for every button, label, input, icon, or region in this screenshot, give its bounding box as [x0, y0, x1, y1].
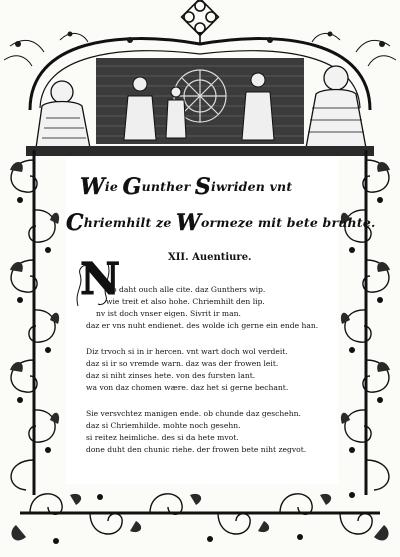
celtic-knot-ornament: [182, 0, 219, 44]
title-initial: W: [176, 210, 201, 236]
title-initial: G: [122, 174, 142, 200]
title-line-2: [66, 210, 376, 236]
verse-line: wie treit et also hohe. Chriemhilt den lip.: [106, 297, 265, 306]
stanza-1: [86, 284, 318, 332]
title-line-1: [80, 174, 366, 200]
title-text: ie: [104, 179, 123, 194]
verse-line: daz si Chriemhilde. mohte noch gesehn.: [86, 421, 241, 430]
title-text: hriemhilt ze: [83, 215, 177, 230]
stanza-2: [86, 346, 288, 394]
title-text: unther: [141, 179, 195, 194]
title-initial: S: [194, 174, 212, 200]
verse-line: Diz trvoch si in ir hercen. vnt wart doch wol verdeit.: [86, 347, 288, 356]
bottom-foliage-border: [0, 485, 400, 557]
stanza-3: [86, 408, 306, 456]
verse-line: si reitez heimliche. des si da hete mvot.: [86, 433, 239, 442]
verse-line: o daht ouch alle cite. daz Gunthers wip.: [112, 285, 266, 294]
header-illustration: [0, 0, 400, 160]
verse-line: daz si niht zinses hete. von des fursten lant.: [86, 371, 256, 380]
right-foliage-border: [336, 150, 400, 495]
left-foliage-border: [0, 150, 64, 495]
title-initial: W: [80, 174, 105, 200]
verse-line: nv ist doch vnser eigen. Sivrit ir man.: [96, 309, 241, 318]
title-text: ormeze mit bete bruhte.: [200, 215, 376, 230]
verse-line: Sie versvchtez manigen ende. ob chunde daz geschehn.: [86, 409, 301, 418]
drop-cap: N: [80, 254, 121, 305]
title-initial: C: [66, 210, 84, 236]
verse-line: daz er vns nuht endienet. des wolde ich gerne ein ende han.: [86, 321, 319, 330]
title-text: iwriden vnt: [211, 179, 293, 194]
verse-line: wa von daz chomen wære. daz het si gerne bechant.: [86, 383, 289, 392]
chapter-heading: XII. Auentiure.: [168, 252, 252, 263]
verse-line: done duht den chunic riehe. der frowen bete niht zegvot.: [86, 445, 307, 454]
verse-line: daz si ir so vremde warn. daz was der frowen leit.: [86, 359, 279, 368]
